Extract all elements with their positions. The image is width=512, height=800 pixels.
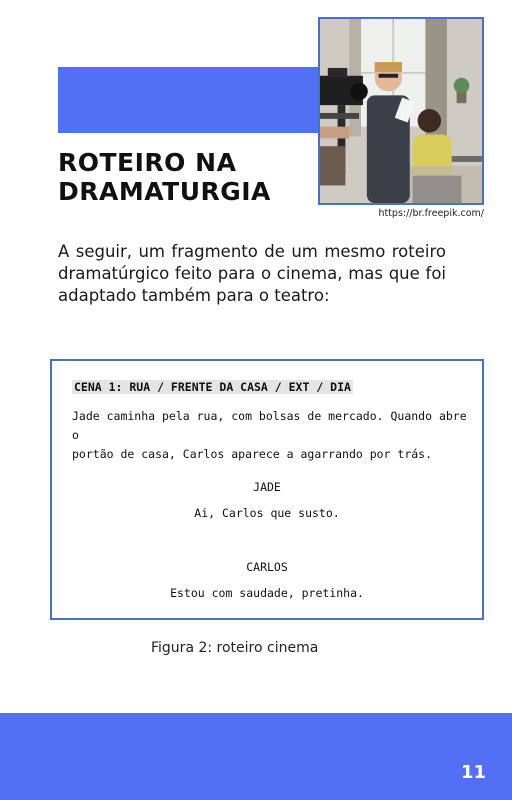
title-accent-band bbox=[58, 67, 320, 133]
character-name-carlos: CARLOS bbox=[246, 560, 288, 574]
film-set-photo-illustration bbox=[320, 19, 482, 203]
action-description bbox=[72, 407, 467, 464]
scene-heading: CENA 1: RUA / FRENTE DA CASA / EXT / DIA bbox=[74, 380, 351, 394]
page-title-line2: DRAMATURGIA bbox=[58, 177, 271, 206]
photo-credit: https://br.freepik.com/ bbox=[378, 208, 484, 219]
intro-paragraph: A seguir, um fragmento de um mesmo roteiro dramatúrgico feito para o cinema, mas que foi adaptado também para o teatro: bbox=[58, 242, 446, 305]
figure-caption: Figura 2: roteiro cinema bbox=[151, 640, 319, 656]
action-line-1: Jade caminha pela rua, com bolsas de mercado. Quando abre o bbox=[72, 409, 467, 442]
film-set-photo bbox=[318, 17, 484, 205]
action-line-2: portão de casa, Carlos aparece a agarrando por trás. bbox=[72, 447, 433, 461]
page-number: 11 bbox=[460, 762, 486, 783]
page-title bbox=[58, 148, 271, 206]
dialogue-carlos: Estou com saudade, pretinha. bbox=[170, 586, 364, 600]
page-footer bbox=[0, 713, 512, 800]
character-name-jade: JADE bbox=[253, 480, 281, 494]
dialogue-jade: Ai, Carlos que susto. bbox=[194, 506, 340, 520]
page-title-line1: ROTEIRO NA bbox=[58, 148, 237, 177]
screenplay-excerpt bbox=[50, 359, 484, 620]
